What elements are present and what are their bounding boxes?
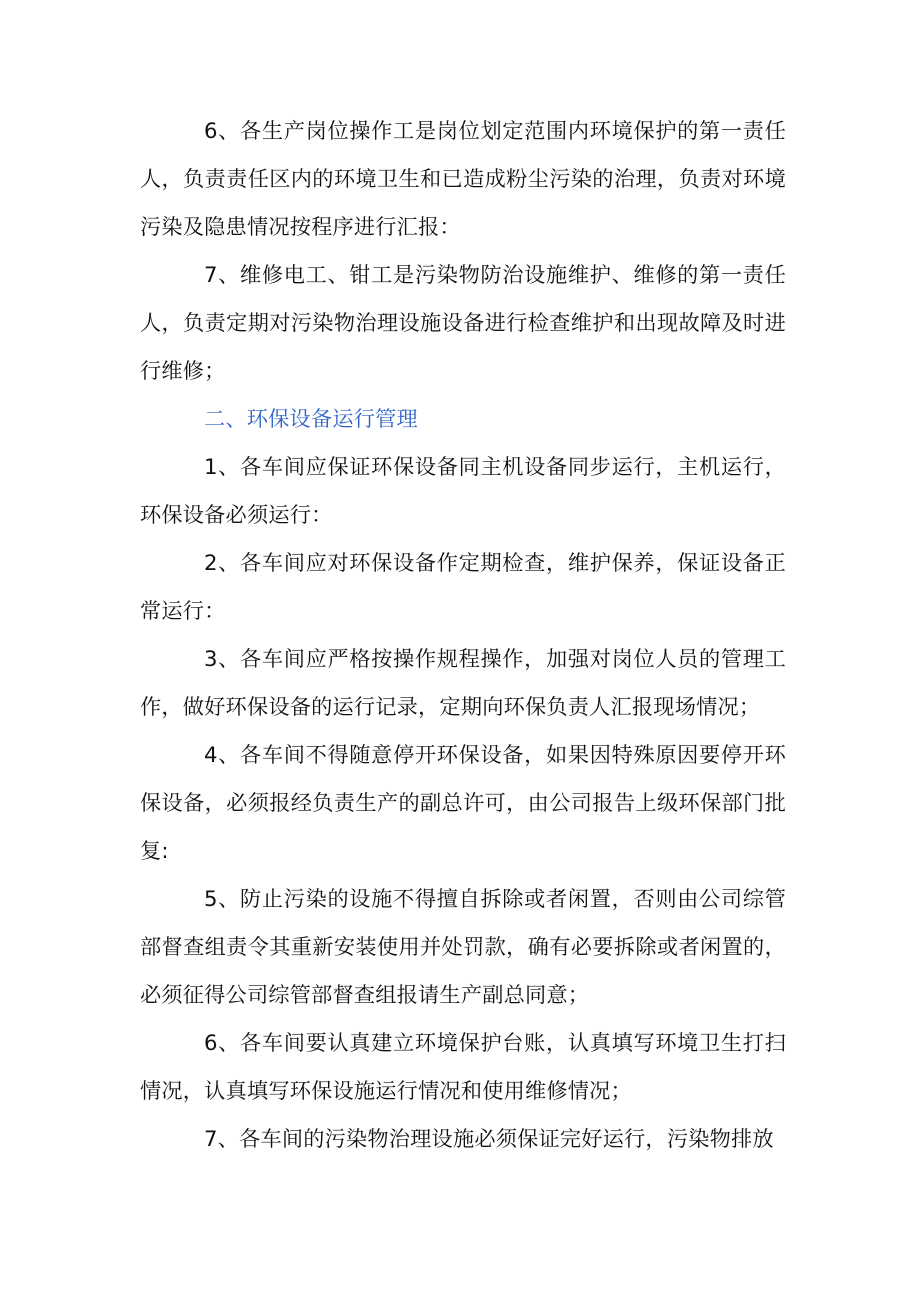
paragraph-rule-3: 3、各车间应严格按操作规程操作，加强对岗位人员的管理工作，做好环保设备的运行记录，定期向环保负责人汇报现场情况； [140, 646, 786, 719]
section-heading-equipment-management: 二、环保设备运行管理 [204, 406, 418, 431]
paragraph-rule-5: 5、防止污染的设施不得擅自拆除或者闲置，否则由公司综管部督查组责令其重新安装使用并处罚款，确有必要拆除或者闲置的，必须征得公司综管部督查组报请生产副总同意； [140, 886, 786, 1007]
paragraph-rule-6: 6、各车间要认真建立环境保护台账，认真填写环境卫生打扫情况，认真填写环保设施运行情况和使用维修情况； [140, 1030, 786, 1103]
paragraph-rule-4: 4、各车间不得随意停开环保设备，如果因特殊原因要停开环保设备，必须报经负责生产的副总许可，由公司报告上级环保部门批复: [140, 742, 786, 863]
paragraph-rule-7: 7、各车间的污染物治理设施必须保证完好运行，污染物排放 [204, 1126, 774, 1151]
paragraph-rule-2: 2、各车间应对环保设备作定期检查，维护保养，保证设备正常运行： [140, 550, 786, 623]
paragraph-duty-6: 6、各生产岗位操作工是岗位划定范围内环境保护的第一责任人，负责责任区内的环境卫生和已造成粉尘污染的治理，负责对环境污染及隐患情况按程序进行汇报： [140, 118, 786, 239]
paragraph-rule-1: 1、各车间应保证环保设备同主机设备同步运行，主机运行，环保设备必须运行： [140, 454, 786, 527]
document-body [140, 107, 786, 1163]
paragraph-duty-7: 7、维修电工、钳工是污染物防治设施维护、维修的第一责任人，负责定期对污染物治理设施设备进行检查维护和出现故障及时进行维修； [140, 262, 786, 383]
